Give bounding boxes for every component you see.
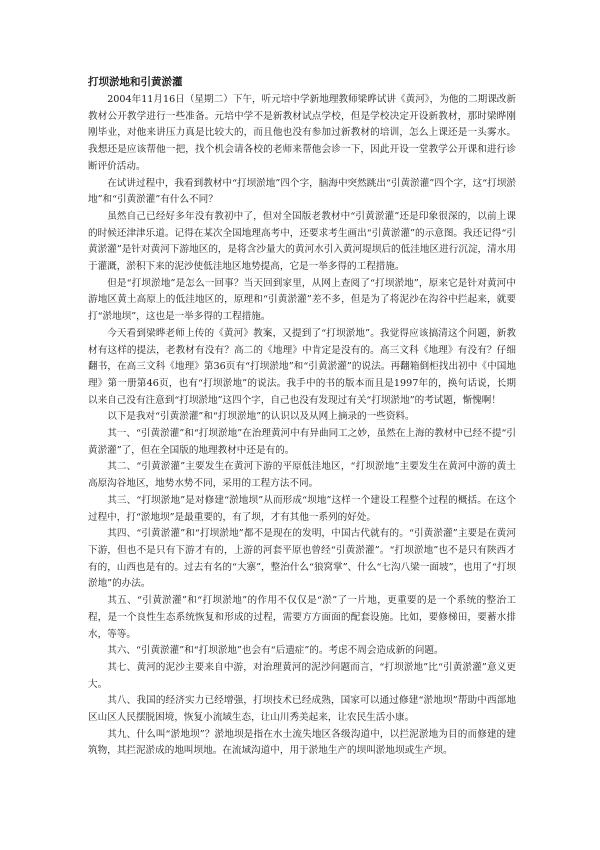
paragraph-point-1: 其一、“引黄淤灌”和“打坝淤地”在治理黄河中有异曲同工之妙，虽然在上海的教材中已经不提“引黄淤灌”了，但在全国版的地理教材中还是有的。 [88,428,516,456]
paragraph-point-6: 其六、“引黄淤灌”和“打坝淤地”也会有“后遗症”的。考虑不周会造成新的问题。 [107,645,444,657]
paragraph-dabayudi-research: 但是“打坝淤地”是怎么一回事？当天回到家里，从网上查阅了“打坝淤地”，原来它是针对黄河中游地区黄土高原上的低洼地区的，原理和“引黄淤灌”差不多，但是为了将泥沙在沟谷中拦起来，就要打“淤地坝”，这也是一举多得的工程措施。 [88,277,516,323]
paragraph-list-intro: 以下是我对“引黄淤灌”和“打坝淤地”的认识以及从网上摘录的一些资料。 [107,411,415,423]
paragraph-textbook-search: 今天看到梁晔老师上传的《黄河》教案，又提到了“打坝淤地”。我觉得应该搞清这个问题，新教材有这样的提法，老教材有没有？高二的《地理》中肯定是没有的。高三文科《地理》有没有？仔细翻书，在高三文科《地理》第36页有“打坝淤地”和“引黄淤灌”的说法。再翻箱倒柜找出初中《中国地理》第一册第46页，也有“打坝淤地”的说法。我手中的书的版本而且是1997年的，换句话说，长期以来自己没有注意到“打坝淤地”这四个字，自己也没有发现过有关“打坝淤地”的考试题，惭愧啊！ [88,327,516,406]
paragraph-question: 在试讲过程中，我看到教材中“打坝淤地”四个字，脑海中突然跳出“引黄淤灌”四个字，这“打坝淤地”和“引黄淤灌”有什么不同？ [88,177,516,206]
paragraph-point-3: 其三、“打坝淤地”是对修建“淤地坝”从而形成“坝地”这样一个建设工程整个过程的概括。在这个过程中，打“淤地坝”是最重要的，有了坝，才有其他一系列的好处。 [88,494,516,523]
paragraph-point-7: 其七、黄河的泥沙主要来自中游，对治理黄河的泥沙问题而言，“打坝淤地”比“引黄淤灌”意义更大。 [88,661,516,690]
paragraph-point-4: 其四、“引黄淤灌”和“打坝淤地”都不是现在的发明，中国古代就有的。“引黄淤灌”主要是在黄河下游，但也不是只有下游才有的，上游的河套平原也曾经“引黄淤灌”。“打坝淤地”也不是只有陕西才有的，山西也是有的。过去有名的“大寨”，整治什么“狼窝掌”、什么“七沟八梁一面坡”，也用了“打坝淤地”的办法。 [88,528,516,590]
paragraph-yinhuang-memory: 虽然自己已经好多年没有教初中了，但对全国版老教材中“引黄淤灌”还是印象很深的，以前上课的时候还津津乐道。记得在某次全国地理高考中，还要求考生画出“引黄淤灌”的示意图。我还记得“引黄淤灌”是针对黄河下游地区的，是将含沙量大的黄河水引入黄河堤坝后的低洼地区进行沉淀，清水用于灌溉，淤积下来的泥沙使低洼地区地势提高，它是一举多得的工程措施。 [88,210,516,273]
paragraph-point-5: 其五、“引黄淤灌”和“打坝淤地”的作用不仅仅是“淤”了一片地，更重要的是一个系统的整治工程，是一个良性生态系统恢复和形成的过程，需要方方面面的配套设施。比如，要修梯田，要蓄水排水，等等。 [88,595,516,640]
paragraph-point-2: 其二、“引黄淤灌”主要发生在黄河下游的平原低洼地区，“打坝淤地”主要发生在黄河中游的黄土高原沟谷地区，地势水势不同，采用的工程方法不同。 [88,461,516,490]
paragraph-point-8: 其八、我国的经济实力已经增强，打坝技术已经成熟，国家可以通过修建“淤地坝”帮助中西部地区山区人民摆脱困境，恢复小流域生态，让山川秀美起来，让农民生活小康。 [88,695,516,724]
paragraph-point-9: 其九、什么叫“淤地坝”？淤地坝是指在水土流失地区各级沟道中，以拦泥淤地为目的而修建的建筑物，其拦泥淤成的地叫坝地。在流域沟道中，用于淤地生产的坝叫淤地坝或生产坝。 [88,728,516,757]
document-title: 打坝淤地和引黄淤灌 [88,76,183,88]
paragraph-intro: 2004年11月16日（星期二）下午，听元培中学新地理教师梁晔试讲《黄河》，为他的二期课改新教材公开教学进行一些准备。元培中学不是新教材试点学校，但是学校决定开设新教材，那时梁晔刚刚毕业，对他来讲压力真是比较大的，而且他也没有参加过新教材的培训，怎么上课还是一头雾水。我想还是应该帮他一把，找个机会请各校的老师来帮他会诊一下，因此开设一堂教学公开课和进行诊断评价活动。 [88,94,516,172]
